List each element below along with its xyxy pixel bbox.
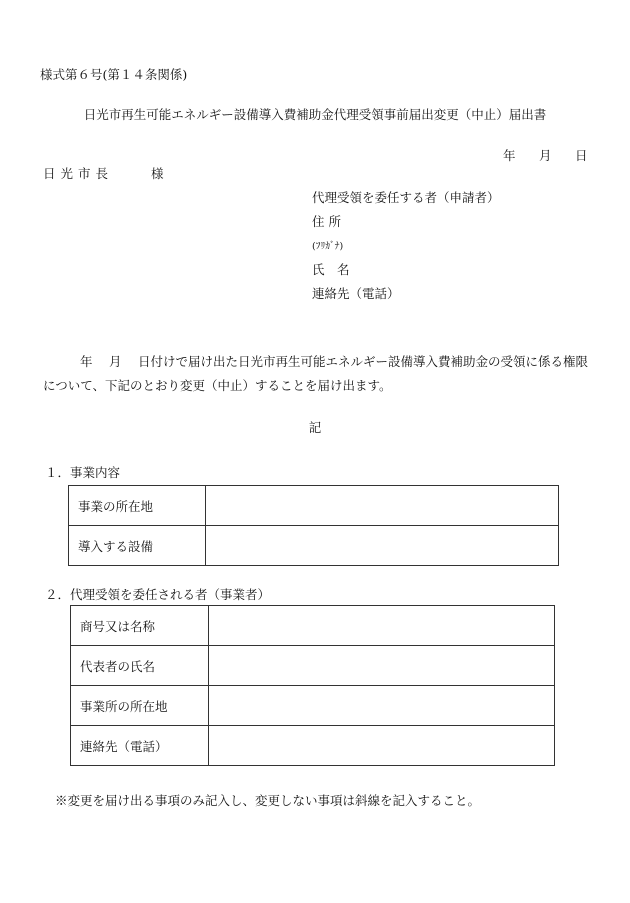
row-label: 商号又は名称 bbox=[71, 606, 209, 646]
table-row bbox=[71, 646, 555, 686]
date-month-label: 月 bbox=[539, 148, 552, 163]
row-value-field[interactable] bbox=[209, 646, 555, 686]
table-row bbox=[71, 726, 555, 766]
applicant-furigana-label: (ﾌﾘｶﾞﾅ) bbox=[312, 241, 344, 252]
project-details-table bbox=[68, 485, 559, 566]
table-row bbox=[71, 686, 555, 726]
table-row bbox=[69, 486, 559, 526]
row-value-field[interactable] bbox=[206, 526, 559, 566]
row-label: 事業所の所在地 bbox=[71, 686, 209, 726]
applicant-name-label: 氏 名 bbox=[312, 262, 350, 277]
date-year-label: 年 bbox=[503, 148, 516, 163]
delegate-details-table bbox=[70, 605, 555, 766]
table-row bbox=[69, 526, 559, 566]
table-row bbox=[71, 606, 555, 646]
form-number: 様式第６号(第１４条関係) bbox=[40, 67, 188, 82]
addressee-name: 日光市長 bbox=[43, 166, 114, 181]
applicant-contact-label: 連絡先（電話） bbox=[312, 286, 400, 301]
row-label: 導入する設備 bbox=[69, 526, 206, 566]
body-text: 年 月 日付けで届け出た日光市再生可能エネルギー設備導入費補助金の受領に係る権限について、下記のとおり変更（中止）することを届け出ます。 bbox=[43, 354, 588, 393]
section2-title: ２．代理受領を委任される者（事業者） bbox=[45, 587, 271, 602]
document-title: 日光市再生可能エネルギー設備導入費補助金代理受領事前届出変更（中止）届出書 bbox=[83, 107, 547, 122]
ki-heading: 記 bbox=[308, 420, 322, 435]
row-value-field[interactable] bbox=[209, 726, 555, 766]
addressee-honorific: 様 bbox=[151, 166, 164, 181]
applicant-address-label: 住 所 bbox=[312, 214, 341, 229]
footnote: ※変更を届け出る事項のみ記入し、変更しない事項は斜線を記入すること。 bbox=[55, 793, 481, 808]
date-day-label: 日 bbox=[575, 148, 588, 163]
row-label: 代表者の氏名 bbox=[71, 646, 209, 686]
row-label: 連絡先（電話） bbox=[71, 726, 209, 766]
row-value-field[interactable] bbox=[209, 686, 555, 726]
row-value-field[interactable] bbox=[206, 486, 559, 526]
section1-title: １．事業内容 bbox=[45, 465, 121, 480]
row-label: 事業の所在地 bbox=[69, 486, 206, 526]
row-value-field[interactable] bbox=[209, 606, 555, 646]
applicant-heading: 代理受領を委任する者（申請者） bbox=[312, 190, 500, 205]
